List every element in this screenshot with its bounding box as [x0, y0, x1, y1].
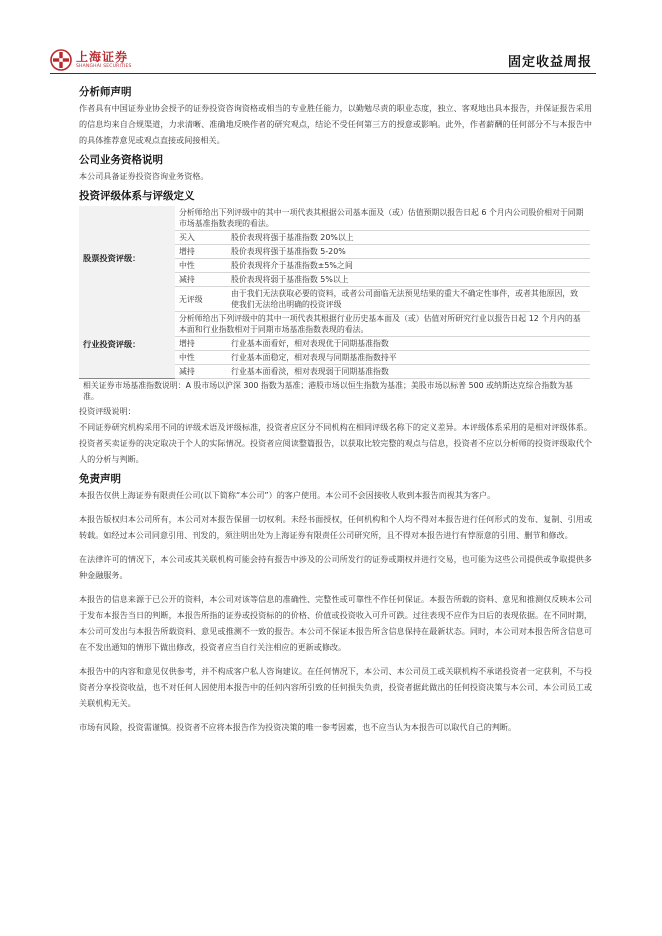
- rating-text: 股价表现将强于基准指数 5-20%: [227, 245, 590, 259]
- rating-name: 增持: [175, 337, 227, 351]
- company-logo: [50, 48, 132, 72]
- disclaimer-paragraph: 在法律许可的情况下，本公司或其关联机构可能会持有报告中涉及的公司所发行的证券或期权并进行交易，也可能为这些公司提供或争取提供多种金融服务。: [79, 554, 592, 580]
- rating-name: 买入: [175, 231, 227, 245]
- rating-text: 行业基本面看好，相对表现优于同期基准指数: [227, 337, 590, 351]
- rating-name: 无评级: [175, 287, 227, 312]
- stock-rating-desc: 分析师给出下列评级中的其中一项代表其根据公司基本面及（或）估值预期以报告日起 6 个月内公司股价相对于同期市场基准指数表现的看法。: [175, 206, 590, 231]
- rating-name: 中性: [175, 259, 227, 273]
- benchmark-note: 相关证券市场基准指数说明：A 股市场以沪深 300 指数为基准；港股市场以恒生指数为基准；美股市场以标普 500 或纳斯达克综合指数为基准。: [79, 379, 590, 404]
- rating-text: 股价表现将强于基准指数 20%以上: [227, 231, 590, 245]
- benchmark-note-row: [79, 379, 590, 404]
- company-logo-icon: [50, 49, 72, 71]
- rating-text: 行业基本面稳定，相对表现与同期基准指数持平: [227, 351, 590, 365]
- disclaimer-title: 免责声明: [79, 473, 121, 485]
- logo-chinese-text: 上海证券: [76, 49, 129, 64]
- rating-system-title: 投资评级体系与评级定义: [79, 190, 195, 202]
- report-title: 固定收益周报: [507, 55, 592, 70]
- industry-rating-label: 行业投资评级：: [79, 312, 175, 379]
- stock-rating-label: 股票投资评级：: [79, 206, 175, 312]
- analyst-statement-text: 作者具有中国证券业协会授予的证券投资咨询资格或相当的专业胜任能力，以勤勉尽责的职业态度，独立、客观地出具本报告，并保证报告采用的信息均来自合规渠道，力求清晰、准确地反映作者的研究观点，结论不受任何第三方的授意或影响。此外，作者薪酬的任何部分不与本报告中的具体推荐意见或观点直接或间接相关。: [79, 103, 592, 145]
- rating-table: [79, 206, 590, 403]
- rating-text: 股价表现将弱于基准指数 5%以上: [227, 273, 590, 287]
- analyst-statement-title: 分析师声明: [79, 86, 132, 98]
- rating-name: 增持: [175, 245, 227, 259]
- qualification-title: 公司业务资格说明: [79, 154, 163, 166]
- disclaimer-paragraph: 本报告的信息来源于已公开的资料，本公司对该等信息的准确性、完整性或可靠性不作任何保证。本报告所载的资料、意见和推测仅反映本公司于发布本报告当日的判断，本报告所指的证券或投资标的的价格、价值或投资收入可升可跌。过往表现不应作为日后的表现依据。在不同时期，本公司可发出与本报告所载资料、意见或推测不一致的报告。本公司不保证本报告所含信息保持在最新状态。同时，本公司对本报告所含信息可在不发出通知的情形下做出修改，投资者应当自行关注相应的更新或修改。: [79, 594, 592, 652]
- rating-name: 减持: [175, 365, 227, 379]
- industry-rating-desc: 分析师给出下列评级中的其中一项代表其根据行业历史基本面及（或）估值对所研究行业以报告日起 12 个月内的基本面和行业指数相对于同期市场基准指数表现的看法。: [175, 312, 590, 337]
- disclaimer-paragraph: 市场有风险，投资需谨慎。投资者不应将本报告作为投资决策的唯一参考因素，也不应当认为本报告可以取代自己的判断。: [79, 722, 517, 732]
- page-content: [79, 84, 592, 735]
- rating-explain-title: 投资评级说明：: [79, 406, 136, 416]
- rating-name: 中性: [175, 351, 227, 365]
- rating-explain-text: 不同证券研究机构采用不同的评级术语及评级标准，投资者应区分不同机构在相同评级名称下的定义差异。本评级体系采用的是相对评级体系。投资者买卖证券的决定取决于个人的实际情况。投资者应阅读整篇报告，以获取比较完整的观点与信息，投资者不应以分析师的投资评级取代个人的分析与判断。: [79, 422, 592, 464]
- logo-english-text: SHANGHAI SECURITIES: [76, 63, 132, 69]
- disclaimer-paragraph: 本报告中的内容和意见仅供参考，并不构成客户私人咨询建议。在任何情况下，本公司、本公司员工或关联机构不承诺投资者一定获利，不与投资者分享投资收益，也不对任何人因使用本报告中的任何内容所引致的任何损失负责，投资者据此做出的任何投资决策与本公司、本公司员工或关联机构无关。: [79, 666, 592, 708]
- disclaimer-paragraph: 本报告仅供上海证券有限责任公司(以下简称“本公司”）的客户使用。本公司不会因接收人收到本报告而视其为客户。: [79, 490, 496, 500]
- rating-text: 由于我们无法获取必要的资料，或者公司面临无法预见结果的重大不确定性事件，或者其他原因，致使我们无法给出明确的投资评级: [227, 287, 590, 312]
- stock-rating-desc-row: [79, 206, 590, 231]
- disclaimer-paragraph: 本报告版权归本公司所有，本公司对本报告保留一切权利。未经书面授权，任何机构和个人均不得对本报告进行任何形式的发布、复制、引用或转载。如经过本公司同意引用、刊发的，须注明出处为上海证券有限责任公司研究所，且不得对本报告进行有悖原意的引用、删节和修改。: [79, 514, 592, 540]
- page-header: [50, 46, 596, 74]
- header-divider: [50, 73, 596, 74]
- rating-text: 股价表现将介于基准指数±5%之间: [227, 259, 590, 273]
- qualification-text: 本公司具备证券投资咨询业务资格。: [79, 171, 209, 181]
- rating-name: 减持: [175, 273, 227, 287]
- industry-rating-desc-row: [79, 312, 590, 337]
- rating-text: 行业基本面看淡，相对表现弱于同期基准指数: [227, 365, 590, 379]
